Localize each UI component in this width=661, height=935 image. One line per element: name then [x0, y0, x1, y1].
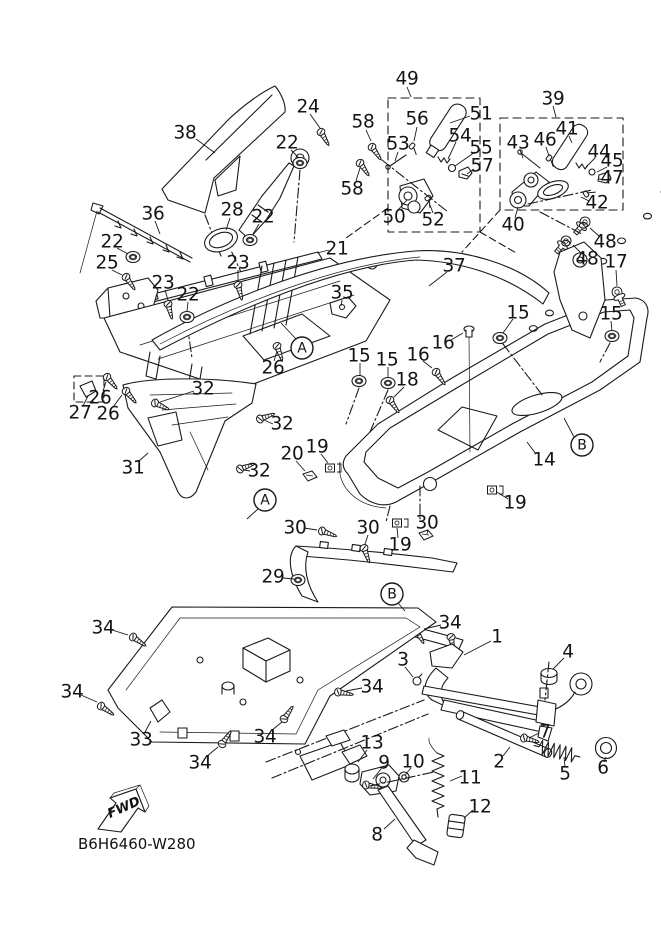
- callout-30-56: 30: [283, 517, 307, 539]
- callout-42-21: 42: [585, 192, 609, 214]
- callout-33-65: 33: [129, 729, 153, 751]
- callout-58-4: 58: [340, 178, 364, 200]
- callout-32-48: 32: [191, 378, 215, 400]
- fwd-label: FWD: [105, 794, 143, 822]
- part-33-under-cover: [96, 607, 458, 749]
- callout-31-51: 31: [121, 457, 145, 479]
- callout-18-41: 18: [395, 369, 419, 391]
- callout-50-12: 50: [382, 206, 406, 228]
- callout-28-27: 28: [220, 199, 244, 221]
- callout-10-77: 10: [401, 751, 425, 773]
- callout-25-31: 25: [95, 252, 119, 274]
- svg-text:B: B: [577, 437, 587, 454]
- callout-49-5: 49: [395, 68, 419, 90]
- callout-39-14: 39: [541, 88, 565, 110]
- callout-27-45: 27: [68, 402, 92, 424]
- callout-47-20: 47: [600, 167, 624, 189]
- callout-55-10: 55: [469, 137, 493, 159]
- callout-15-38: 15: [375, 349, 399, 371]
- callout-24-1: 24: [296, 96, 320, 118]
- callout-48-23: 48: [593, 231, 617, 253]
- view-marker-B-2: [571, 434, 593, 456]
- callout-15-43: 15: [599, 303, 623, 325]
- callout-17-25: 17: [604, 251, 628, 273]
- callout-26-44: 26: [261, 357, 285, 379]
- callout-45-19: 45: [600, 150, 624, 172]
- callout-3-69: 3: [397, 649, 409, 671]
- callout-38-0: 38: [173, 122, 197, 144]
- view-marker-A-0: [291, 337, 313, 359]
- callout-30-58: 30: [415, 512, 439, 534]
- callout-34-63: 34: [60, 681, 84, 703]
- callout-54-9: 54: [448, 125, 472, 147]
- callout-53-8: 53: [386, 133, 410, 155]
- callout-34-62: 34: [91, 617, 115, 639]
- callout-32-49: 32: [270, 413, 294, 435]
- callout-22-2: 22: [275, 132, 299, 154]
- callout-22-33: 22: [176, 284, 200, 306]
- callout-16-40: 16: [431, 332, 455, 354]
- callout-57-11: 57: [470, 155, 494, 177]
- callout-23-32: 23: [151, 272, 175, 294]
- callout-7-71: 7: [539, 721, 551, 743]
- callout-5-73: 5: [559, 763, 571, 785]
- drawing-code: B6H6460-W280: [78, 835, 196, 853]
- callout-34-61: 34: [438, 612, 462, 634]
- callout-44-18: 44: [587, 141, 611, 163]
- callout-13-75: 13: [360, 732, 384, 754]
- callout-26-47: 26: [96, 403, 120, 425]
- callout-30-57: 30: [356, 517, 380, 539]
- callout-32-50: 32: [247, 460, 271, 482]
- callout-19-53: 19: [305, 436, 329, 458]
- callout-41-15: 41: [555, 118, 579, 140]
- view-marker-B-3: [381, 583, 403, 605]
- svg-text:A: A: [260, 492, 270, 509]
- callout-6-74: 6: [597, 757, 609, 779]
- callout-58-3: 58: [351, 111, 375, 133]
- callout-21-29: 21: [325, 238, 349, 260]
- view-marker-A-1: [254, 489, 276, 511]
- callout-22-30: 22: [100, 231, 124, 253]
- callout-23-34: 23: [226, 252, 250, 274]
- callout-12-79: 12: [468, 796, 492, 818]
- callout-43-16: 43: [506, 132, 530, 154]
- callout-36-26: 36: [141, 203, 165, 225]
- callout-16-39: 16: [406, 344, 430, 366]
- callout-15-37: 15: [347, 345, 371, 367]
- callout-11-78: 11: [458, 767, 482, 789]
- callout-4-70: 4: [562, 641, 574, 663]
- callout-22-28: 22: [251, 206, 275, 228]
- callout-8-80: 8: [371, 824, 383, 846]
- callout-56-6: 56: [405, 108, 429, 130]
- callout-9-76: 9: [378, 752, 390, 774]
- callout-26-46: 26: [88, 387, 112, 409]
- svg-text:B: B: [387, 586, 397, 603]
- callout-20-52: 20: [280, 443, 304, 465]
- callout-15-42: 15: [506, 302, 530, 324]
- callout-52-13: 52: [421, 209, 445, 231]
- callout-2-72: 2: [493, 751, 505, 773]
- callout-34-64: 34: [360, 676, 384, 698]
- callout-34-67: 34: [253, 726, 277, 748]
- callout-48-24: 48: [575, 248, 599, 270]
- callout-35-35: 35: [330, 282, 354, 304]
- part-31-inner-panel: [123, 379, 256, 498]
- callout-40-22: 40: [501, 214, 525, 236]
- callout-29-60: 29: [261, 566, 285, 588]
- callout-19-55: 19: [503, 492, 527, 514]
- svg-text:A: A: [297, 340, 307, 357]
- callout-19-59: 19: [388, 534, 412, 556]
- callout-1-68: 1: [491, 626, 503, 648]
- callout-37-36: 37: [442, 255, 466, 277]
- callout-46-17: 46: [533, 129, 557, 151]
- callout-51-7: 51: [469, 103, 493, 125]
- callout-14-54: 14: [532, 449, 556, 471]
- callout-34-66: 34: [188, 752, 212, 774]
